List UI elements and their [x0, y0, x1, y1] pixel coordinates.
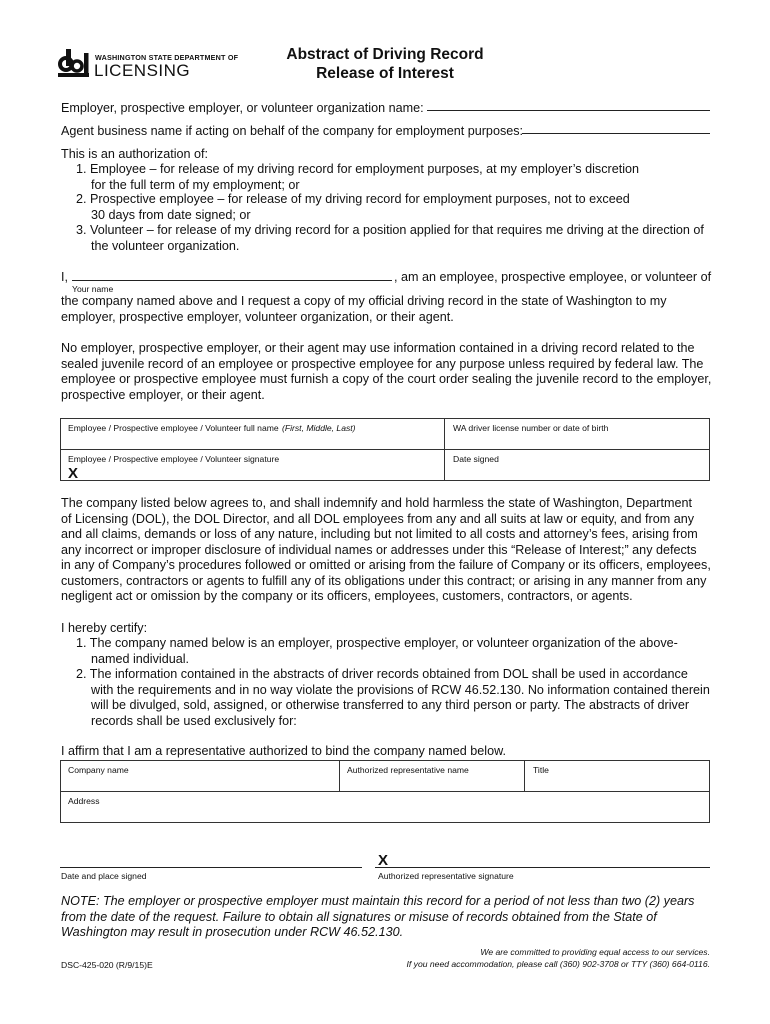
- company-name-label: Company name: [68, 765, 129, 775]
- certify-item-1-line-2: named individual.: [91, 651, 190, 666]
- license-or-dob-label: WA driver license number or date of birth: [453, 423, 609, 433]
- page-subtitle: Release of Interest: [316, 65, 454, 82]
- rep-signature-x-mark: X: [378, 852, 389, 869]
- authorization-intro: This is an authorization of:: [61, 147, 209, 161]
- certify-item-1: [76, 636, 678, 667]
- certify-intro: I hereby certify:: [61, 621, 148, 635]
- indemnity-line-6: customers, contractors or agents to fulfill any of its obligations under this contract; or arising in any manner from any: [61, 573, 707, 588]
- employee-full-name-field[interactable]: [61, 419, 443, 449]
- certify-item-1-line-1: 1. The company named below is an employer, prospective employer, or volunteer organization of the above-: [76, 636, 678, 650]
- retention-note-line-2: from the date of the request. Failure to obtain all signatures or misuse of records obtained from the State of: [61, 909, 657, 924]
- authorization-item-3-line-2: the volunteer organization.: [91, 238, 240, 253]
- authorization-item-1-line-2: for the full term of my employment; or: [91, 177, 300, 192]
- certify-item-2-line-1: 2. The information contained in the abstracts of driver records obtained from DOL shall be used in accordance: [76, 667, 688, 681]
- affirm-statement: I affirm that I am a representative authorized to bind the company named below.: [61, 744, 506, 758]
- juvenile-line-3: employee or prospective employee must furnish a copy of the court order sealing the juvenile record to the employer,: [61, 372, 712, 386]
- juvenile-paragraph: [61, 341, 711, 403]
- accommodation-statement: If you need accommodation, please call (360) 902-3708 or TTY (360) 664-0116.: [406, 959, 710, 969]
- authorization-item-2-line-1: 2. Prospective employee – for release of my driving record for employment purposes, not to exceed: [76, 192, 630, 206]
- rep-signature-field[interactable]: [375, 867, 710, 868]
- indemnity-line-7: negligent act or omission by the company or its officers, employees, customers, contractors, or agents.: [61, 589, 633, 603]
- retention-note: [61, 894, 694, 941]
- indemnity-line-5: in any of Company’s procedures followed or omitted or arising from the failure of Company or its officers, employees,: [61, 558, 711, 572]
- company-name-field[interactable]: [61, 761, 338, 791]
- rep-name-field[interactable]: [340, 761, 523, 791]
- employer-name-label: Employer, prospective employer, or volunteer organization name:: [61, 101, 424, 115]
- page-title: Abstract of Driving Record: [286, 46, 484, 63]
- authorization-item-1: [76, 162, 639, 193]
- agent-name-label: Agent business name if acting on behalf of the company for employment purposes:: [61, 124, 524, 138]
- rep-name-label: Authorized representative name: [347, 765, 469, 775]
- rep-title-field[interactable]: [525, 761, 709, 791]
- date-signed-field[interactable]: [445, 450, 709, 480]
- request-prefix: I,: [61, 270, 68, 284]
- indemnity-line-2: of Licensing (DOL), the DOL Director, and all DOL employees from any and all suits at law or equity, and from any: [61, 511, 695, 526]
- indemnity-line-4: any incorrect or improper disclosure of individual names or addresses under this “Release of Interest;” any defects: [61, 542, 697, 557]
- authorization-item-1-line-1: 1. Employee – for release of my driving record for employment purposes, at my employer’s discretion: [76, 162, 639, 176]
- date-place-signed-field[interactable]: [60, 867, 362, 868]
- authorization-item-2-line-2: 30 days from date signed; or: [91, 207, 251, 222]
- license-or-dob-field[interactable]: [445, 419, 709, 449]
- certify-item-2: [76, 667, 710, 729]
- certify-item-2-line-4: records shall be used exclusively for:: [91, 713, 297, 728]
- indemnity-line-1: The company listed below agrees to, and shall indemnify and hold harmless the state of Washington, Department: [61, 496, 692, 510]
- agency-name-large: LICENSING: [94, 61, 191, 80]
- indemnity-paragraph: [61, 496, 711, 605]
- agency-logo: [58, 47, 239, 81]
- employee-signature-label: Employee / Prospective employee / Volunteer signature: [68, 454, 280, 464]
- retention-note-line-3: Washington may result in prosecution under RCW 46.52.130.: [61, 925, 404, 939]
- date-place-signed-label: Date and place signed: [61, 871, 147, 881]
- equal-access-statement: We are committed to providing equal access to our services.: [480, 947, 710, 957]
- authorization-item-3: [76, 223, 704, 254]
- your-name-caption: Your name: [72, 284, 114, 294]
- rep-title-label: Title: [533, 765, 549, 775]
- company-address-label: Address: [68, 796, 100, 806]
- date-signed-label: Date signed: [453, 454, 499, 464]
- request-line-3: employer, prospective employer, volunteer organization, or their agent.: [61, 310, 454, 324]
- indemnity-line-3: and all claims, demands or loss of any nature, including but not limited to all costs and attorney’s fees, arising from: [61, 527, 698, 541]
- form-number: DSC-425-020 (R/9/15)E: [61, 960, 153, 970]
- company-address-field[interactable]: [61, 792, 709, 822]
- employee-full-name-label: Employee / Prospective employee / Volunteer full name: [68, 423, 279, 433]
- request-line-2: the company named above and I request a copy of my official driving record in the state of Washington to my: [61, 294, 667, 308]
- employer-name-field[interactable]: [427, 110, 710, 111]
- retention-note-line-1: NOTE: The employer or prospective employer must maintain this record for a period of not less than two (2) years: [61, 894, 695, 908]
- employee-full-name-hint: (First, Middle, Last): [282, 423, 356, 433]
- certify-item-2-line-3: will be divulged, sold, assigned, or otherwise transferred to any third person or party. The abstracts of driver: [91, 698, 690, 712]
- your-name-field[interactable]: [72, 280, 392, 281]
- signature-x-mark: X: [68, 465, 79, 482]
- juvenile-line-2: sealed juvenile record of an employee or prospective employee for any purpose unless required by federal law. The: [61, 356, 704, 371]
- juvenile-line-1: No employer, prospective employer, or their agent may use information contained in a driving record related to the: [61, 341, 695, 355]
- authorization-item-3-line-1: 3. Volunteer – for release of my driving record for a position applied for that requires me driving at the direction of: [76, 223, 704, 237]
- agency-name-small: WASHINGTON STATE DEPARTMENT OF: [95, 53, 239, 62]
- authorization-item-2: [76, 192, 630, 223]
- certify-item-2-line-2: with the requirements and in no way violate the provisions of RCW 46.52.130. No information contained therein: [91, 682, 710, 697]
- employee-signature-field[interactable]: [61, 450, 443, 480]
- juvenile-line-4: prospective employer, or their agent.: [61, 387, 265, 402]
- request-suffix: , am an employee, prospective employee, or volunteer of: [394, 270, 712, 284]
- rep-signature-label: Authorized representative signature: [378, 871, 514, 881]
- agent-name-field[interactable]: [522, 133, 710, 134]
- dol-logo-mark: [58, 47, 92, 79]
